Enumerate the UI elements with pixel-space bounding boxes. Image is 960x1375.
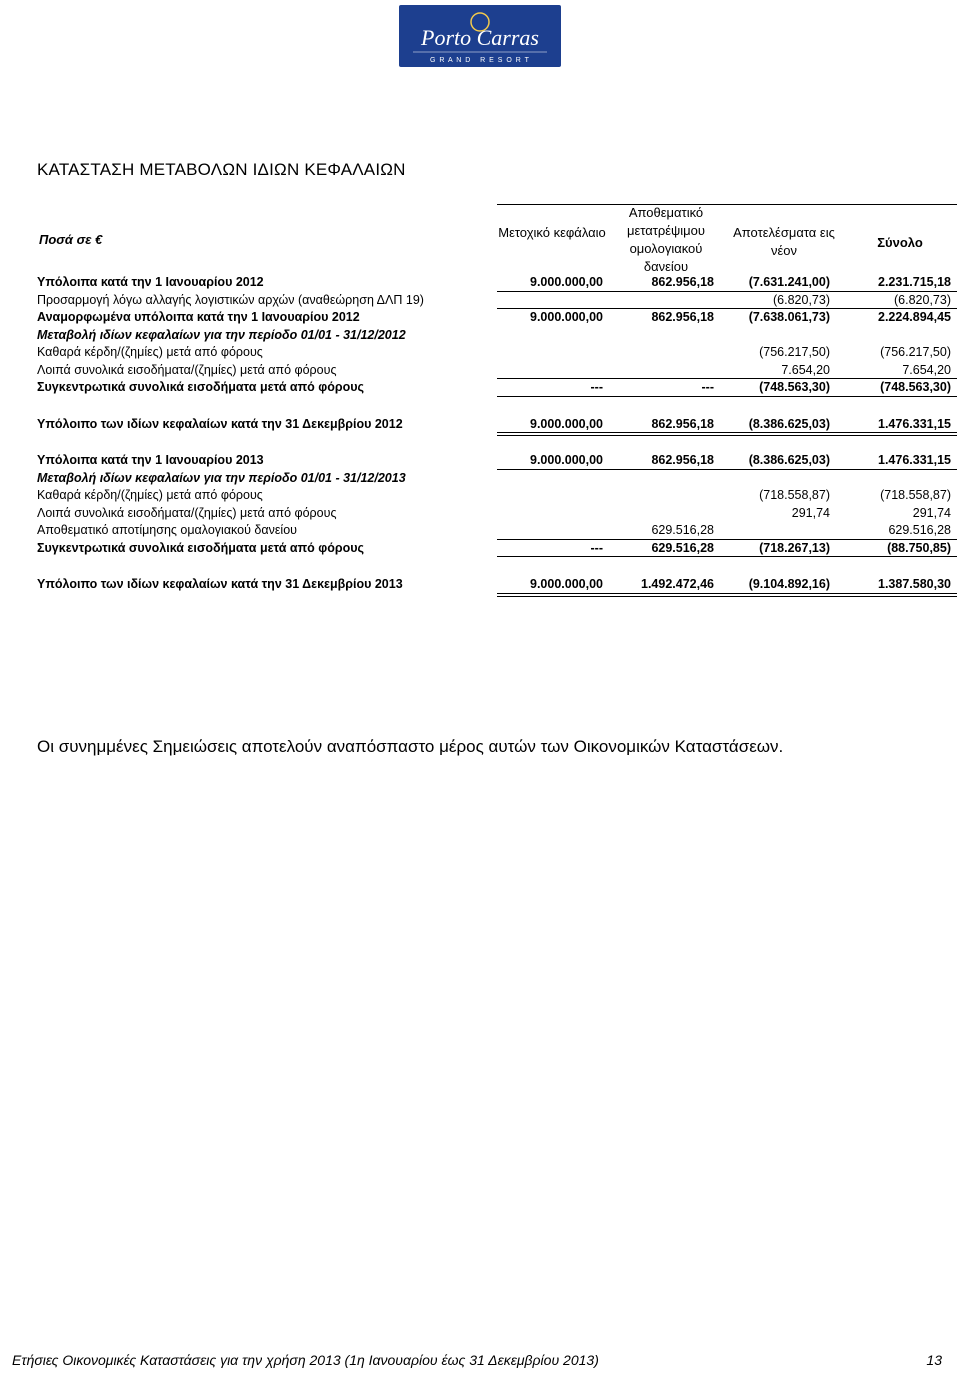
table-row: Προσαρμογή λόγω αλλαγής λογιστικών αρχών (αναθεώρηση ΔΛΠ 19) (6.820,73) (6.820,73) bbox=[37, 292, 957, 310]
page-footer bbox=[12, 1352, 942, 1368]
table-row: Καθαρά κέρδη/(ζημίες) μετά από φόρους (718.558,87) (718.558,87) bbox=[37, 488, 951, 502]
table-row-total: Υπόλοιπο των ιδίων κεφαλαίων κατά την 31 Δεκεμβρίου 2013 9.000.000,00 1.492.472,46 (9.104.892,16) 1.387.580,30 bbox=[37, 576, 957, 594]
company-logo bbox=[399, 5, 561, 67]
svg-text:Porto Carras: Porto Carras bbox=[421, 25, 539, 50]
column-share-capital: Μετοχικό κεφάλαιο bbox=[498, 225, 606, 240]
header-top-rule bbox=[497, 204, 957, 205]
column-total: Σύνολο bbox=[877, 235, 923, 250]
table-row-subtotal: Συγκεντρωτικά συνολικά εισοδήματα μετά από φόρους --- 629.516,28 (718.267,13) (88.750,85) bbox=[37, 540, 957, 558]
double-rule bbox=[497, 593, 957, 597]
table-header bbox=[37, 204, 957, 274]
table-row: Λοιπά συνολικά εισοδήματα/(ζημίες) μετά από φόρους 7.654,20 7.654,20 bbox=[37, 362, 957, 380]
footer-text: Ετήσιες Οικονομικές Καταστάσεις για την χρήση 2013 (1η Ιανουαρίου έως 31 Δεκεμβρίου 2013) bbox=[12, 1352, 599, 1368]
equity-changes-table bbox=[37, 204, 957, 594]
column-convertible-bond-reserve: Αποθεματικό μετατρέψιμου ομολογιακού δανείου bbox=[626, 205, 706, 274]
double-rule bbox=[497, 432, 957, 436]
table-row: Καθαρά κέρδη/(ζημίες) μετά από φόρους (756.217,50) (756.217,50) bbox=[37, 345, 951, 359]
row-rule bbox=[497, 396, 957, 397]
amounts-label: Ποσά σε € bbox=[39, 232, 103, 247]
table-row: Αποθεματικό αποτίμησης ομαλογιακού δανείου 629.516,28 629.516,28 bbox=[37, 522, 957, 540]
page-number: 13 bbox=[926, 1352, 942, 1368]
notes-statement: Οι συνημμένες Σημειώσεις αποτελούν αναπόσπαστο μέρος αυτών των Οικονομικών Καταστάσεων. bbox=[37, 737, 784, 756]
table-row-total: Υπόλοιπο των ιδίων κεφαλαίων κατά την 31 Δεκεμβρίου 2012 9.000.000,00 862.956,18 (8.386.625,03) 1.476.331,15 bbox=[37, 416, 957, 434]
table-row-section: Μεταβολή ιδίων κεφαλαίων για την περίοδο 01/01 - 31/12/2012 bbox=[37, 327, 406, 342]
page-title: ΚΑΤΑΣΤΑΣΗ ΜΕΤΑΒΟΛΩΝ ΙΔΙΩΝ ΚΕΦΑΛΑΙΩΝ bbox=[37, 160, 406, 179]
table-row: Λοιπά συνολικά εισοδήματα/(ζημίες) μετά από φόρους 291,74 291,74 bbox=[37, 505, 951, 520]
table-row-subtotal: Συγκεντρωτικά συνολικά εισοδήματα μετά από φόρους --- --- (748.563,30) (748.563,30) bbox=[37, 379, 957, 397]
porto-carras-logo-icon bbox=[399, 5, 561, 67]
table-row-section: Μεταβολή ιδίων κεφαλαίων για την περίοδο 01/01 - 31/12/2013 bbox=[37, 470, 406, 485]
row-rule bbox=[497, 556, 957, 557]
column-retained-earnings: Αποτελέσματα εις νέον bbox=[733, 225, 835, 258]
svg-text:G R A N D R E S O R T: G R A N D R E S O R T bbox=[430, 57, 530, 64]
table-row: Υπόλοιπα κατά την 1 Ιανουαρίου 2013 9.000.000,00 862.956,18 (8.386.625,03) 1.476.331,15 bbox=[37, 452, 957, 470]
table-row: Υπόλοιπα κατά την 1 Ιανουαρίου 2012 9.000.000,00 862.956,18 (7.631.241,00) 2.231.715,18 bbox=[37, 274, 957, 292]
table-row: Αναμορφωμένα υπόλοιπα κατά την 1 Ιανουαρίου 2012 9.000.000,00 862.956,18 (7.638.061,73) 2.224.894,45 bbox=[37, 310, 951, 324]
